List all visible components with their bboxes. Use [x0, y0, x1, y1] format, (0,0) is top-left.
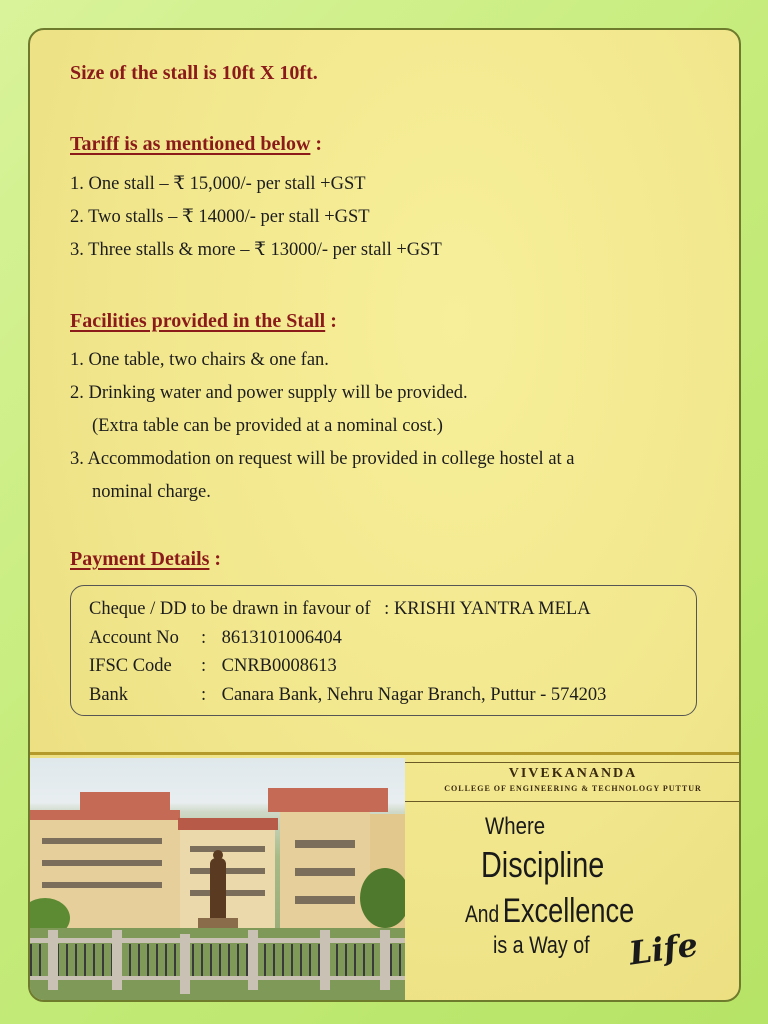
payment-label: Bank: [89, 684, 129, 705]
payment-value: CNRB0008613: [221, 656, 337, 676]
payment-label: Cheque / DD to be drawn in favour of: [89, 599, 371, 619]
payment-details-box: [70, 585, 697, 716]
slogan-line-2: Discipline: [481, 844, 605, 885]
campus-photo: [30, 758, 405, 1002]
facility-item: 2. Drinking water and power supply will be provided.: [70, 383, 468, 403]
info-card: [28, 28, 741, 1002]
college-name: VIVEKANANDA: [508, 766, 638, 781]
slogan-line-1: Where: [485, 813, 546, 840]
payment-value: Canara Bank, Nehru Nagar Branch, Puttur - 574203: [221, 684, 607, 705]
payment-heading: Payment Details :: [70, 548, 222, 570]
facilities-list: [70, 344, 575, 509]
payment-row-bank: Bank : Canara Bank, Nehru Nagar Branch, Puttur - 574203: [89, 681, 696, 710]
divider: [30, 752, 741, 755]
slogan-line-3: And Excellence: [465, 892, 635, 930]
slogan-life: Life: [626, 925, 701, 973]
payment-row-account: Account No : 8613101006404: [89, 624, 696, 653]
payment-value: KRISHI YANTRA MELA: [393, 599, 591, 619]
facility-item-continued: nominal charge.: [92, 482, 211, 502]
tariff-item: 1. One stall – ₹ 15,000/- per stall +GST: [70, 174, 366, 194]
payment-row-favour: [89, 595, 696, 624]
college-subtitle: COLLEGE OF ENGINEERING & TECHNOLOGY PUTTUR: [444, 784, 702, 793]
slogan-line-4: is a Way of: [493, 932, 590, 959]
facility-item: 3. Accommodation on request will be provided in college hostel at a: [70, 449, 575, 469]
tariff-list: [70, 168, 442, 267]
stall-size-heading: Size of the stall is 10ft X 10ft.: [70, 62, 318, 84]
facilities-heading: Facilities provided in the Stall :: [70, 310, 337, 332]
facility-note: (Extra table can be provided at a nominal cost.): [92, 416, 443, 436]
tariff-item: 3. Three stalls & more – ₹ 13000/- per stall +GST: [70, 240, 442, 260]
payment-colon: :: [384, 599, 390, 619]
payment-label: IFSC Code: [89, 656, 172, 676]
tariff-item: 2. Two stalls – ₹ 14000/- per stall +GST: [70, 207, 370, 227]
college-header: [405, 762, 741, 802]
payment-row-ifsc: IFSC Code : CNRB0008613: [89, 652, 696, 681]
facility-item: 1. One table, two chairs & one fan.: [70, 350, 329, 370]
college-panel: [405, 758, 741, 1002]
payment-label: Account No: [89, 627, 179, 648]
tariff-heading: Tariff is as mentioned below :: [70, 133, 323, 155]
payment-value: 8613101006404: [221, 627, 342, 648]
